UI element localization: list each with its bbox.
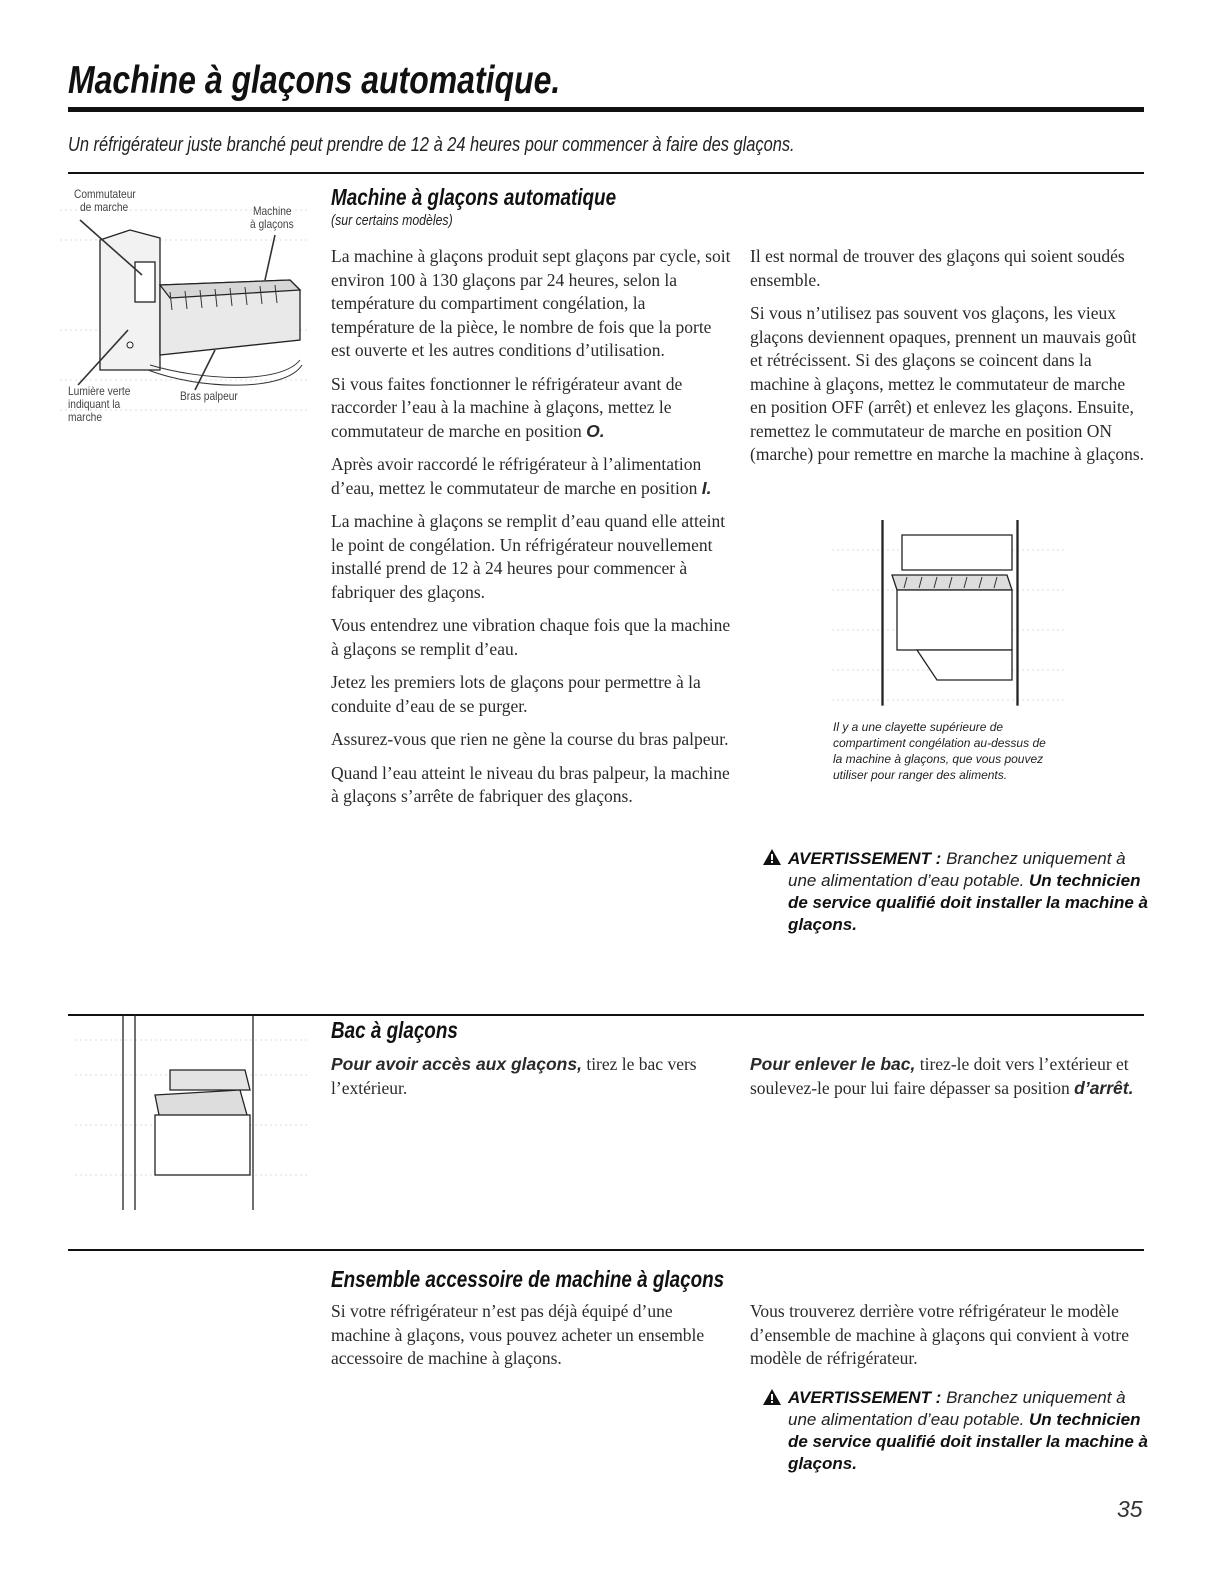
section3-right-text: Vous trouverez derrière votre réfrigérateur le modèle d’ensemble de machine à glaçons qui convient à votre modèle de réfrigérateur. — [750, 1301, 1130, 1368]
machine-label-2: à glaçons — [250, 217, 294, 231]
page-number: 35 — [1117, 1496, 1143, 1522]
paragraph: Si vous n’utilisez pas souvent vos glaçons, les vieux glaçons deviennent opaques, prennent un mauvais goût et rétrécissent. Si des glaçons se coincent dans la machine à glaçons, mettez le commutateur de marche en position OFF (arrêt) et enlevez les glaçons. Ensuite, remettez le commutateur de marche en position ON (marche) pour remettre en marche la machine à glaçons. — [750, 303, 1145, 464]
warning-icon — [762, 1388, 782, 1406]
title-rule — [68, 107, 1144, 112]
section1-column-2 — [750, 245, 1145, 477]
arm-label: Bras palpeur — [180, 389, 238, 403]
switch-label-2: de marche — [80, 200, 129, 214]
section1-column-1 — [331, 245, 731, 819]
paragraph: Jetez les premiers lots de glaçons pour permettre à la conduite d’eau de se purger. — [331, 672, 701, 716]
section2-left-text: Pour avoir accès aux glaçons, tirez le bac vers l’extérieur. — [331, 1054, 697, 1098]
machine-label-1: Machine — [253, 204, 292, 218]
paragraph: Après avoir raccordé le réfrigérateur à l’alimentation d’eau, mettez le commutateur de marche en position I. — [331, 454, 712, 498]
page-title: Machine à glaçons automatique. — [68, 59, 561, 102]
paragraph: La machine à glaçons produit sept glaçons par cycle, soit environ 100 à 130 glaçons par 24 heures, selon la température du compartiment congélation, la température de la pièce, le nombre de fois que la porte est ouverte et les autres conditions d’utilisation. — [331, 246, 731, 360]
section3-left-text: Si votre réfrigérateur n’est pas déjà équipé d’une machine à glaçons, vous pouvez acheter un ensemble accessoire de machine à glaçons. — [331, 1301, 705, 1368]
section1-subheading: (sur certains modèles) — [331, 212, 453, 229]
light-label-3: marche — [68, 410, 103, 424]
paragraph: La machine à glaçons se remplit d’eau quand elle atteint le point de congélation. Un réfrigérateur nouvellement installé prend de 12 à 24 heures pour commencer à fabriquer des glaçons. — [331, 511, 726, 602]
ice-bin-illustration — [75, 1015, 315, 1210]
section3-rule — [68, 1249, 1144, 1251]
section2-right-text: Pour enlever le bac, tirez-le doit vers l’extérieur et soulevez-le pour lui faire dépasser sa position d’arrêt. — [750, 1054, 1134, 1098]
section1-heading: Machine à glaçons automatique — [331, 184, 617, 210]
page-subtitle: Un réfrigérateur juste branché peut prendre de 12 à 24 heures pour commencer à faire des glaçons. — [68, 134, 795, 156]
paragraph: Vous entendrez une vibration chaque fois que la machine à glaçons se remplit d’eau. — [331, 615, 731, 659]
section1-warning: AVERTISSEMENT : Branchez uniquement à une alimentation d’eau potable. Un technicien de service qualifié doit installer la machine à glaçons. — [788, 849, 1148, 934]
light-label-2: indiquant la — [68, 397, 121, 411]
section2-heading: Bac à glaçons — [331, 1017, 458, 1043]
paragraph: Quand l’eau atteint le niveau du bras palpeur, la machine à glaçons s’arrête de fabriquer des glaçons. — [331, 762, 730, 806]
light-label-1: Lumière verte — [68, 384, 131, 398]
switch-label-1: Commutateur — [74, 187, 136, 201]
section1-rule — [68, 172, 1144, 174]
freezer-shelf-illustration — [832, 520, 1072, 710]
paragraph: Il est normal de trouver des glaçons qui soient soudés ensemble. — [750, 246, 1125, 290]
section3-warning: AVERTISSEMENT : Branchez uniquement à une alimentation d’eau potable. Un technicien de service qualifié doit installer la machine à glaçons. — [788, 1388, 1148, 1473]
warning-icon — [762, 848, 782, 866]
paragraph: Assurez-vous que rien ne gène la course du bras palpeur. — [331, 729, 729, 749]
paragraph: Si vous faites fonctionner le réfrigérateur avant de raccorder l’eau à la machine à glaçons, mettez le commutateur de marche en position O. — [331, 373, 683, 441]
section3-heading: Ensemble accessoire de machine à glaçons — [331, 1266, 725, 1292]
shelf-caption: Il y a une clayette supérieure de compartiment congélation au-dessus de la machine à glaçons, que vous pouvez utiliser pour ranger des aliments. — [833, 720, 1046, 782]
